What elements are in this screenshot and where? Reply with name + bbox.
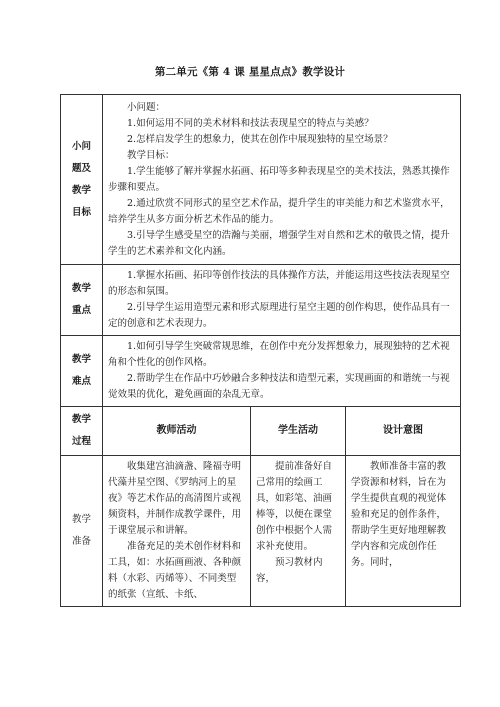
paragraph: 准备充足的美术创作材料和工具，如：水拓画画液、各种颜料（水彩、丙烯等）、不同类型的纸张（宣纸、卡纸、	[108, 541, 242, 600]
teacher-activity-header: 教师活动	[103, 407, 251, 456]
paragraph: 2.通过欣赏不同形式的星空艺术作品，提升学生的审美能力和艺术鉴赏水平，培养学生从多方面分析艺术作品的能力。	[108, 198, 450, 225]
teacher-activity-cell	[103, 456, 251, 607]
difficulties-row	[61, 336, 461, 407]
key-points-label: 教学 重点	[61, 265, 103, 336]
paragraph: 1.如何引导学生突破常规思维，在创作中充分发挥想象力，展现独特的艺术视角和个性化的创作风格。	[108, 341, 450, 368]
design-intent-cell	[346, 456, 461, 607]
student-activity-cell	[251, 456, 346, 607]
key-points-content	[103, 265, 461, 336]
design-intent-header: 设计意图	[346, 407, 461, 456]
paragraph: 预习教材内容，	[256, 557, 323, 584]
paragraph: 2.怎样启发学生的想象力，使其在创作中展现独特的星空场景？	[127, 134, 393, 145]
preparation-row	[61, 456, 461, 607]
objectives-content	[103, 95, 461, 265]
objectives-row	[61, 95, 461, 265]
paragraph: 1.学生能够了解并掌握水拓画、拓印等多种表现星空的美术技法，熟悉其操作步骤和要点。	[108, 166, 450, 193]
paragraph: 3.引导学生感受星空的浩瀚与美丽，增强学生对自然和艺术的敬畏之情，提升学生的艺术素养和文化内涵。	[108, 230, 450, 257]
paragraph: 2.帮助学生在作品中巧妙融合多种技法和造型元素，实现画面的和谐统一与视觉效果的优化，避免画面的杂乱无章。	[108, 373, 450, 400]
objectives-label: 小问 题及 教学 目标	[61, 95, 103, 265]
paragraph: 收集建宫油滴盏、隆福寺明代藻井星空图、《罗纳河上的星夜》等艺术作品的高清图片或视频资料，并制作成教学课件，用于课堂展示和讲解。	[108, 461, 242, 536]
paragraph: 教师准备丰富的教学资源和材料，旨在为学生提供直观的视觉体验和充足的创作条件，帮助学生更好地理解教学内容和完成创作任务。同时，	[351, 461, 447, 568]
lesson-plan-table	[60, 94, 461, 607]
difficulties-content	[103, 336, 461, 407]
key-points-row	[61, 265, 461, 336]
preparation-label: 教学 准备	[61, 456, 103, 607]
paragraph: 教学目标：	[127, 150, 175, 161]
paragraph: 1.如何运用不同的美术材料和技法表现星空的特点与美感？	[127, 118, 374, 129]
paragraph: 1.掌握水拓画、拓印等创作技法的具体操作方法，并能运用这些技法表现星空的形态和氛围。	[108, 270, 450, 297]
student-activity-header: 学生活动	[251, 407, 346, 456]
paragraph: 小问题：	[127, 102, 166, 113]
process-label: 教学 过程	[61, 407, 103, 456]
process-header-row	[61, 407, 461, 456]
paragraph: 2.引导学生运用造型元素和形式原理进行星空主题的创作构思，使作品具有一定的创意和艺术表现力。	[108, 302, 450, 329]
document-title: 第二单元《第 4 课 星星点点》教学设计	[154, 66, 346, 78]
difficulties-label: 教学 难点	[61, 336, 103, 407]
paragraph: 提前准备好自己常用的绘画工具，如彩笔、油画棒等，以便在课堂创作中根据个人需求补充使用。	[256, 461, 333, 552]
